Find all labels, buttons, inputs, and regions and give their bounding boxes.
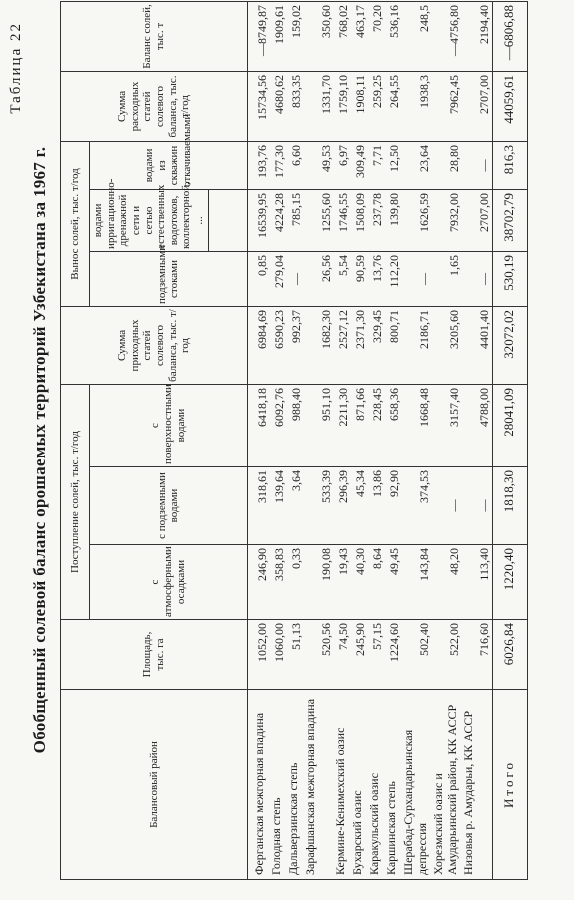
cell-ground: 296,39 xyxy=(334,467,351,545)
cell-area: 502,40 xyxy=(402,620,432,690)
cell-balance: 536,16 xyxy=(385,1,402,71)
cell-area: 520,56 xyxy=(304,620,334,690)
cell-out-wells: 6,60 xyxy=(287,141,304,189)
cell-out-wells: 28,80 xyxy=(432,141,462,189)
table-title: Обобщенный солевой баланс орошаемых территорий Узбекистана за 1967 г. xyxy=(30,146,49,754)
cell-ground: 45,34 xyxy=(351,467,368,545)
cell-balance: 463,17 xyxy=(351,1,368,71)
cell-out-drain: 2707,00 xyxy=(462,189,492,251)
cell-balance: —8749,87 xyxy=(253,1,270,71)
header-out-underground: подземными стоками xyxy=(90,251,248,306)
header-out-drain: водами ирригационно-дренажной сети и сетью естественных водотоков, коллекторной, ... xyxy=(90,189,209,251)
cell-out-drain: 7932,00 xyxy=(432,189,462,251)
cell-atmos: 190,08 xyxy=(304,545,334,620)
total-balance: —6806,88 xyxy=(492,1,527,71)
row-name: Дальверзинская степь xyxy=(287,690,304,880)
cell-out-drain: 1508,09 xyxy=(351,189,368,251)
cell-out-underground: 1,65 xyxy=(432,251,462,306)
cell-inflow-sum: 4401,40 xyxy=(462,306,492,384)
header-inflow-surface: с поверхностными водами xyxy=(90,384,248,466)
cell-ground: 533,39 xyxy=(304,467,334,545)
cell-area: 716,60 xyxy=(462,620,492,690)
cell-balance: —4756,80 xyxy=(432,1,462,71)
row-name: Хорезмский оазис и Амударьинский район, КК АССР xyxy=(432,690,462,880)
cell-out-wells: 309,49 xyxy=(351,141,368,189)
cell-area: 74,50 xyxy=(334,620,351,690)
cell-balance: 1909,61 xyxy=(270,1,287,71)
table-row xyxy=(462,1,492,879)
total-surface: 28041,09 xyxy=(492,384,527,466)
total-atmos: 1220,40 xyxy=(492,545,527,620)
cell-area: 522,00 xyxy=(432,620,462,690)
cell-outflow-sum: 833,35 xyxy=(287,71,304,141)
cell-outflow-sum: 264,55 xyxy=(385,71,402,141)
cell-out-wells: 6,97 xyxy=(334,141,351,189)
cell-surface: 228,45 xyxy=(368,384,385,466)
header-inflow-ground: с подземными водами xyxy=(90,467,248,545)
cell-surface: 6418,18 xyxy=(253,384,270,466)
header-inflow-sum: Сумма приходных статей солевого баланса, тыс. т/год xyxy=(61,306,248,384)
row-name: Низовья р. Амударьи, КК АССР xyxy=(462,690,492,880)
table-row xyxy=(270,1,287,879)
cell-atmos: 19,43 xyxy=(334,545,351,620)
cell-surface: 871,66 xyxy=(351,384,368,466)
total-label: Итого xyxy=(492,690,527,880)
cell-atmos: 49,45 xyxy=(385,545,402,620)
cell-atmos: 0,33 xyxy=(287,545,304,620)
cell-out-underground: 13,76 xyxy=(368,251,385,306)
cell-outflow-sum: 1938,3 xyxy=(402,71,432,141)
cell-balance: 248,5 xyxy=(402,1,432,71)
cell-out-underground: — xyxy=(462,251,492,306)
cell-atmos: 40,30 xyxy=(351,545,368,620)
cell-out-wells: — xyxy=(462,141,492,189)
row-name: Кермине-Кенимехский оазис xyxy=(334,690,351,880)
cell-outflow-sum: 1331,70 xyxy=(304,71,334,141)
cell-balance: 2194,40 xyxy=(462,1,492,71)
cell-area: 1224,60 xyxy=(385,620,402,690)
cell-surface: 658,36 xyxy=(385,384,402,466)
cell-surface: 988,40 xyxy=(287,384,304,466)
total-ground: 1818,30 xyxy=(492,467,527,545)
cell-ground: 139,64 xyxy=(270,467,287,545)
row-name: Бухарский оазис xyxy=(351,690,368,880)
table-row xyxy=(385,1,402,879)
table-row xyxy=(402,1,432,879)
total-area: 6026,84 xyxy=(492,620,527,690)
header-region: Балансовый район xyxy=(61,690,248,880)
total-out-underground: 530,19 xyxy=(492,251,527,306)
table-label: Таблица 22 xyxy=(8,22,24,114)
cell-balance: 768,02 xyxy=(334,1,351,71)
cell-out-underground: — xyxy=(287,251,304,306)
cell-surface: 4788,00 xyxy=(462,384,492,466)
header-out-wells: водами из скважин откачиваемыми xyxy=(90,141,248,189)
cell-atmos: 8,64 xyxy=(368,545,385,620)
cell-surface: 6092,76 xyxy=(270,384,287,466)
total-inflow-sum: 32072,02 xyxy=(492,306,527,384)
cell-atmos: 143,84 xyxy=(402,545,432,620)
header-inflow-group: Поступление солей, тыс. т/год xyxy=(61,384,90,619)
cell-ground: — xyxy=(432,467,462,545)
cell-surface: 951,10 xyxy=(304,384,334,466)
cell-atmos: 48,20 xyxy=(432,545,462,620)
cell-inflow-sum: 1682,30 xyxy=(304,306,334,384)
cell-out-drain: 4224,28 xyxy=(270,189,287,251)
total-out-drain: 38702,79 xyxy=(492,189,527,251)
cell-area: 51,13 xyxy=(287,620,304,690)
cell-ground: — xyxy=(462,467,492,545)
row-name: Голодная степь xyxy=(270,690,287,880)
header-balance: Баланс солей, тыс. т xyxy=(61,1,248,71)
cell-balance: 350,60 xyxy=(304,1,334,71)
cell-atmos: 358,83 xyxy=(270,545,287,620)
cell-outflow-sum: 1908,11 xyxy=(351,71,368,141)
table-row xyxy=(304,1,334,879)
cell-outflow-sum: 4680,62 xyxy=(270,71,287,141)
cell-surface: 2211,30 xyxy=(334,384,351,466)
header-inflow-atmos: с атмосферными осадками xyxy=(90,545,248,620)
table-row xyxy=(334,1,351,879)
header-outflow-sum: Сумма расходных статей солевого баланса, тыс. т/год xyxy=(61,71,248,141)
row-name: Каракульский оазис xyxy=(368,690,385,880)
cell-inflow-sum: 3205,60 xyxy=(432,306,462,384)
cell-surface: 1668,48 xyxy=(402,384,432,466)
cell-out-drain: 16539,95 xyxy=(253,189,270,251)
cell-out-wells: 12,50 xyxy=(385,141,402,189)
cell-area: 1060,00 xyxy=(270,620,287,690)
cell-out-drain: 139,80 xyxy=(385,189,402,251)
cell-inflow-sum: 6590,23 xyxy=(270,306,287,384)
cell-out-underground: 0,85 xyxy=(253,251,270,306)
table-row xyxy=(432,1,462,879)
cell-inflow-sum: 2186,71 xyxy=(402,306,432,384)
cell-ground: 374,53 xyxy=(402,467,432,545)
cell-out-underground: 5,54 xyxy=(334,251,351,306)
row-name: Шерабад-Сурхандарьинская депрессия xyxy=(402,690,432,880)
cell-out-wells: 193,76 xyxy=(253,141,270,189)
row-name: Каршинская степь xyxy=(385,690,402,880)
cell-ground: 318,61 xyxy=(253,467,270,545)
cell-inflow-sum: 992,37 xyxy=(287,306,304,384)
cell-outflow-sum: 2707,00 xyxy=(462,71,492,141)
total-outflow-sum: 44059,61 xyxy=(492,71,527,141)
cell-area: 1052,00 xyxy=(253,620,270,690)
cell-atmos: 246,90 xyxy=(253,545,270,620)
salt-balance-table xyxy=(60,1,528,880)
cell-area: 245,90 xyxy=(351,620,368,690)
cell-inflow-sum: 800,71 xyxy=(385,306,402,384)
cell-out-drain: 1255,60 xyxy=(304,189,334,251)
table-row xyxy=(368,1,385,879)
cell-out-drain: 237,78 xyxy=(368,189,385,251)
cell-out-wells: 7,71 xyxy=(368,141,385,189)
cell-ground: 3,64 xyxy=(287,467,304,545)
cell-balance: 70,20 xyxy=(368,1,385,71)
total-out-wells: 816,3 xyxy=(492,141,527,189)
cell-out-drain: 1626,59 xyxy=(402,189,432,251)
cell-balance: 159,02 xyxy=(287,1,304,71)
cell-out-drain: 785,15 xyxy=(287,189,304,251)
cell-outflow-sum: 7962,45 xyxy=(432,71,462,141)
cell-out-drain: 1746,55 xyxy=(334,189,351,251)
cell-inflow-sum: 329,45 xyxy=(368,306,385,384)
cell-out-wells: 177,30 xyxy=(270,141,287,189)
table-row xyxy=(253,1,270,879)
cell-ground: 13,86 xyxy=(368,467,385,545)
cell-ground: 92,90 xyxy=(385,467,402,545)
cell-area: 57,15 xyxy=(368,620,385,690)
cell-out-underground: — xyxy=(402,251,432,306)
cell-surface: 3157,40 xyxy=(432,384,462,466)
cell-out-underground: 26,56 xyxy=(304,251,334,306)
cell-outflow-sum: 259,25 xyxy=(368,71,385,141)
cell-out-wells: 23,64 xyxy=(402,141,432,189)
cell-outflow-sum: 1759,10 xyxy=(334,71,351,141)
cell-inflow-sum: 6984,69 xyxy=(253,306,270,384)
header-area: Площадь, тыс. га xyxy=(61,620,248,690)
cell-inflow-sum: 2527,12 xyxy=(334,306,351,384)
cell-out-underground: 112,20 xyxy=(385,251,402,306)
header-outflow-group: Вынос солей, тыс. т/год xyxy=(61,141,90,306)
table-row xyxy=(351,1,368,879)
cell-atmos: 113,40 xyxy=(462,545,492,620)
table-row xyxy=(287,1,304,879)
total-row xyxy=(492,1,527,879)
cell-inflow-sum: 2371,30 xyxy=(351,306,368,384)
cell-outflow-sum: 15734,56 xyxy=(253,71,270,141)
cell-out-underground: 90,59 xyxy=(351,251,368,306)
cell-out-wells: 49,53 xyxy=(304,141,334,189)
cell-out-underground: 279,04 xyxy=(270,251,287,306)
row-name: Зарафшанская межгорная впадина xyxy=(304,690,334,880)
row-name: Ферганская межгорная впадина xyxy=(253,690,270,880)
